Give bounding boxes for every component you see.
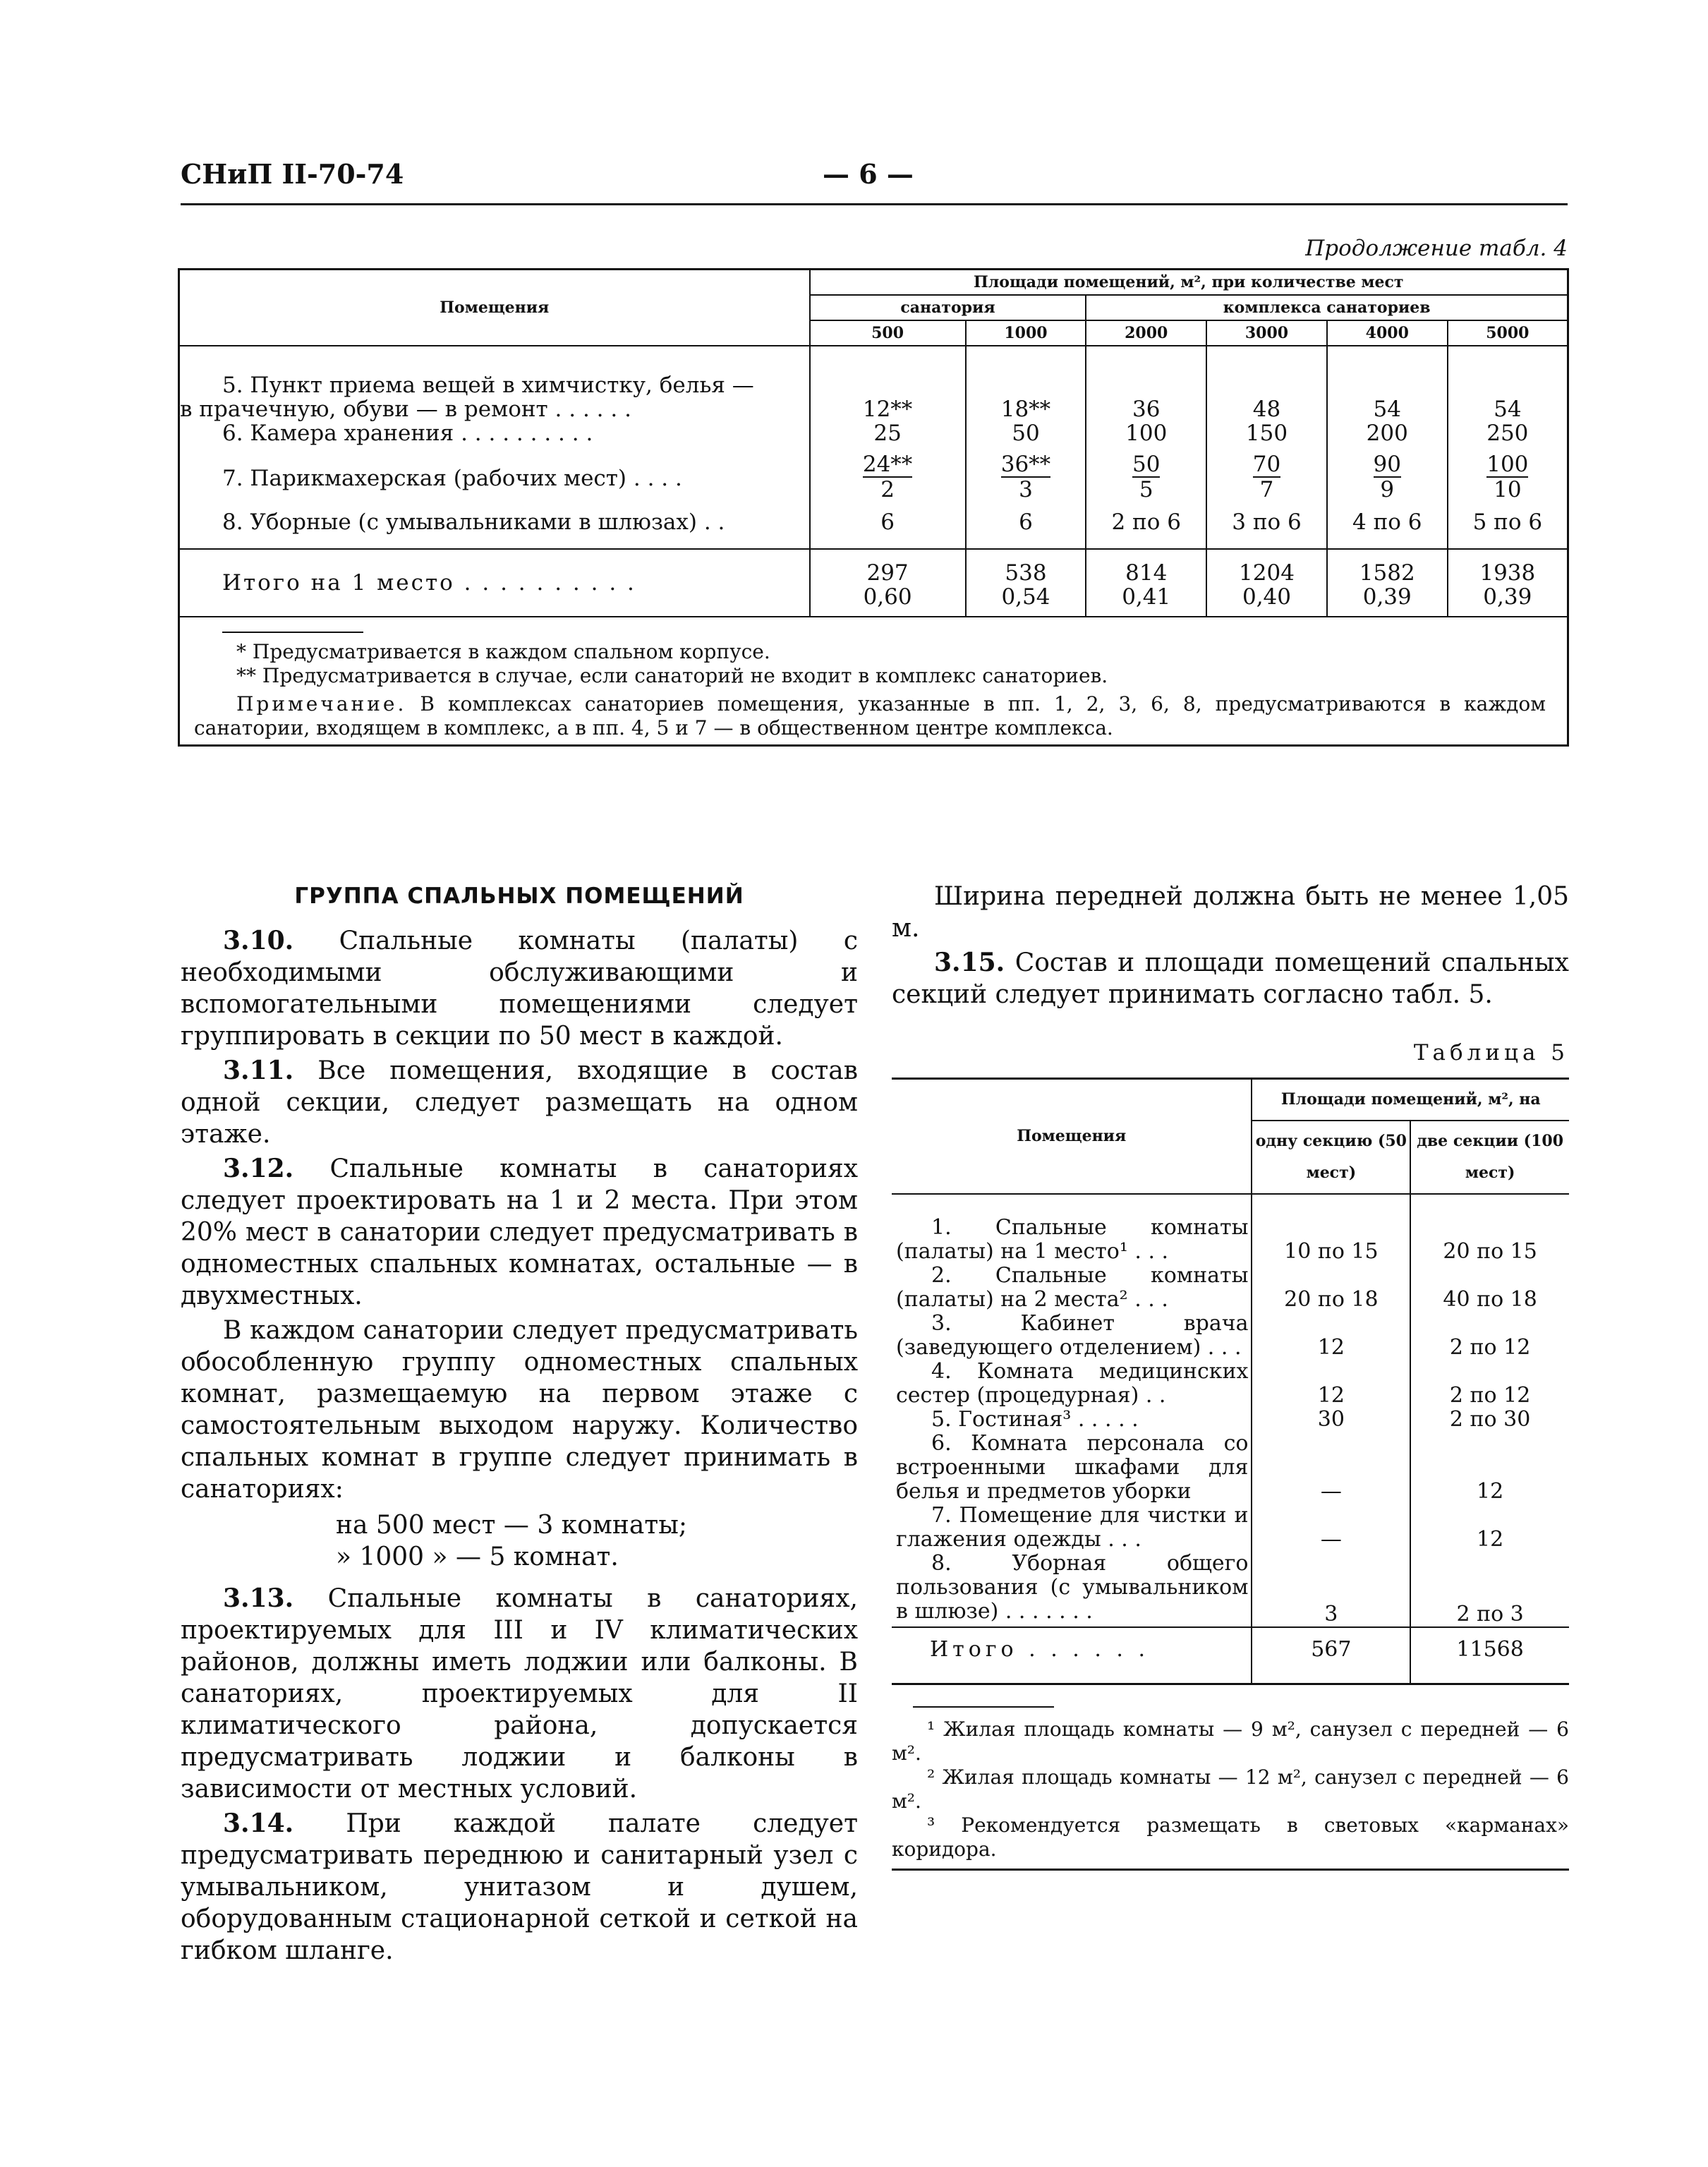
row-label: 8. Уборная общего пользования (с умывальником в шлюзе) . . . . . . . [896, 1551, 1249, 1624]
paragraph: Ширина передней должна быть не менее 1,05 м. [892, 882, 1569, 943]
total-label: Итого . . . . . . [892, 1627, 1252, 1684]
table-row [892, 1432, 1569, 1504]
cell: 20 по 15 [1410, 1194, 1569, 1264]
header-area: Площади помещений, м², при количестве мест [810, 270, 1568, 296]
paragraph-3-10: 3.10. Спальные комнаты (палаты) с необходимыми обслуживающими и вспомогательными помещениями следует группировать в секции по 50 мест в каждой. [181, 926, 858, 1051]
cell: 20 по 18 [1252, 1264, 1410, 1312]
cell: 6 [810, 502, 966, 549]
cell: 11568 [1410, 1627, 1569, 1684]
row-label: 4. Комната медицинских сестер (процедурная) . . [896, 1359, 1249, 1408]
fraction: $\frac{24**}{2}$ [862, 452, 913, 502]
cell: 12 [1410, 1432, 1569, 1504]
paragraph-3-12: 3.12. Спальные комнаты в санаториях следует проектировать на 1 и 2 места. При этом 20% мест в санатории следует предусматривать в одноместных спальных комнатах, остальные — в двухместных. [181, 1154, 858, 1310]
cell: 6 [966, 502, 1086, 549]
fraction: $\frac{90}{9}$ [1373, 452, 1401, 502]
running-head [181, 158, 1568, 205]
table-row [179, 445, 1568, 502]
cell: 12 [1410, 1504, 1569, 1552]
list [181, 1509, 858, 1573]
table-row [892, 1504, 1569, 1552]
cell: 2 по 6 [1086, 502, 1206, 549]
paragraph-3-11: 3.11. Все помещения, входящие в состав одной секции, следует размещать на одном этаже. [181, 1056, 858, 1149]
cell: — [1252, 1432, 1410, 1504]
header-room: Помещения [179, 270, 810, 346]
cell: 3 [1252, 1552, 1410, 1627]
right-column [892, 881, 1569, 1871]
cell: 12 [1252, 1312, 1410, 1360]
cell: 5 по 6 [1448, 502, 1568, 549]
table-5 [892, 1078, 1569, 1685]
remark-text: В комплексах санаториев помещения, указанные в пп. 1, 2, 3, 6, 8, предусматриваются в каждом санатории, входящем в комплекс, а в пп. 4, 5 и 7 — в общественном центре комплекса. [194, 692, 1546, 740]
header-col: 2000 [1086, 320, 1206, 346]
header-area: Площади помещений, м², на [1252, 1079, 1569, 1121]
cell: 40 по 18 [1410, 1264, 1569, 1312]
header-col: 1000 [966, 320, 1086, 346]
header-one-section: одну секцию (50 мест) [1252, 1121, 1410, 1194]
cell: 50 [966, 421, 1086, 445]
cell: 150 [1206, 421, 1327, 445]
cell: 3 по 6 [1206, 502, 1327, 549]
document-code: СНиП II-70-74 [181, 158, 404, 190]
table5-caption: Таблица 5 [1413, 1040, 1569, 1066]
table-row [892, 1264, 1569, 1312]
cell: 10 по 15 [1252, 1194, 1410, 1264]
cell: 12** [810, 346, 966, 421]
cell: 250 [1448, 421, 1568, 445]
footnote: ³ Рекомендуется размещать в световых «карманах» коридора. [892, 1813, 1569, 1861]
cell: 18** [966, 346, 1086, 421]
fraction: $\frac{70}{7}$ [1252, 452, 1281, 502]
paragraph: В каждом санатории следует предусматривать обособленную группу одноместных спальных комнат, размещаемую на первом этаже с самостоятельным выходом наружу. Количество спальных комнат в группе следует принимать в санаториях: [181, 1316, 858, 1504]
table-row [892, 1552, 1569, 1627]
header-col: 4000 [1327, 320, 1448, 346]
row-label: 7. Помещение для чистки и глажения одежды . . . [896, 1503, 1249, 1552]
cell: 4 по 6 [1327, 502, 1448, 549]
row-label: 3. Кабинет врача (заведующего отделением) . . . [896, 1311, 1249, 1360]
row-label: 1. Спальные комнаты (палаты) на 1 место¹ . . . [896, 1215, 1249, 1264]
header-sanatorium: санатория [810, 295, 1086, 320]
row-label: 8. Уборные (с умывальниками в шлюзах) . . [222, 509, 725, 535]
table-row [892, 1194, 1569, 1264]
header-room: Помещения [892, 1079, 1252, 1195]
row-label: 5. Пункт приема вещей в химчистку, белья — [222, 373, 754, 398]
remark-heading: Примечание. [236, 692, 407, 716]
paragraph-3-15: 3.15. Состав и площади помещений спальных секций следует принимать согласно табл. 5. [892, 948, 1569, 1009]
cell: 54 [1327, 346, 1448, 421]
table4-caption: Продолжение табл. 4 [1305, 236, 1568, 261]
header-col: 500 [810, 320, 966, 346]
footnote: ² Жилая площадь комнаты — 12 м², санузел с передней — 6 м². [892, 1765, 1569, 1813]
cell: 54 [1448, 346, 1568, 421]
list-item: на 500 мест — 3 комнаты; [336, 1511, 688, 1540]
cell: 48 [1206, 346, 1327, 421]
row-label: 6. Комната персонала со встроенными шкафами для белья и предметов уборки [896, 1431, 1249, 1504]
row-label: 6. Камера хранения . . . . . . . . . . [222, 421, 593, 446]
table-row [179, 502, 1568, 549]
list-item: » 1000 » — 5 комнат. [336, 1543, 619, 1571]
row-label: 7. Парикмахерская (рабочих мест) . . . . [222, 466, 682, 491]
cell: — [1252, 1504, 1410, 1552]
fraction: $\frac{100}{10}$ [1486, 452, 1529, 502]
table-row [179, 421, 1568, 445]
table4-notes [179, 617, 1568, 746]
header-complex: комплекса санаториев [1086, 295, 1568, 320]
left-column [181, 881, 858, 1969]
cell: 2 по 30 [1410, 1408, 1569, 1432]
table5-notes [892, 1706, 1569, 1871]
fraction: $\frac{36**}{3}$ [1000, 452, 1051, 502]
section-title: ГРУППА СПАЛЬНЫХ ПОМЕЩЕНИЙ [294, 883, 744, 909]
cell: 200 [1327, 421, 1448, 445]
row-label: в прачечную, обуви — в ремонт . . . . . . [180, 397, 631, 422]
cell: 100 [1086, 421, 1206, 445]
table-row [179, 346, 1568, 421]
paragraph-3-13: 3.13. Спальные комнаты в санаториях, проектируемых для III и IV климатических районов, должны иметь лоджии или балконы. В санаториях, проектируемых для II климатического района, допускается предусматривать лоджии и балконы в зависимости от местных условий. [181, 1583, 858, 1804]
table-4 [178, 268, 1569, 747]
cell: 567 [1252, 1627, 1410, 1684]
paragraph-3-14: 3.14. При каждой палате следует предусматривать переднюю и санитарный узел с умывальником, унитазом и душем, оборудованным стационарной сеткой и сеткой на гибком шланге. [181, 1809, 859, 1965]
table-row [892, 1360, 1569, 1408]
table-row [892, 1312, 1569, 1360]
table-row [892, 1408, 1569, 1432]
footnote: ¹ Жилая площадь комнаты — 9 м², санузел с передней — 6 м². [892, 1718, 1569, 1765]
row-label: 5. Гостиная³ . . . . . [931, 1407, 1139, 1432]
row-label: 2. Спальные комнаты (палаты) на 2 места² . . . [896, 1263, 1249, 1312]
page-number: — 6 — [823, 158, 914, 190]
cell: 36 [1086, 346, 1206, 421]
header-col: 3000 [1206, 320, 1327, 346]
total-row [892, 1627, 1569, 1684]
header-two-sections: две секции (100 мест) [1410, 1121, 1569, 1194]
cell: 2 по 3 [1410, 1552, 1569, 1627]
cell: 2 по 12 [1410, 1360, 1569, 1408]
total-label: Итого на 1 место . . . . . . . . . . [179, 549, 810, 617]
total-row: Итого на 1 место . . . . . . . . . . 297 0,60 538 0,54 814 0,41 1204 0,40 1582 0,39 1938 0,39 [179, 549, 1568, 617]
cell: 25 [810, 421, 966, 445]
footnote: ** Предусматривается в случае, если санаторий не входит в комплекс санаториев. [236, 664, 1108, 687]
fraction: $\frac{50}{5}$ [1132, 452, 1161, 502]
footnote: * Предусматривается в каждом спальном корпусе. [236, 640, 770, 663]
cell: 2 по 12 [1410, 1312, 1569, 1360]
header-col: 5000 [1448, 320, 1568, 346]
cell: 12 [1252, 1360, 1410, 1408]
cell: 30 [1252, 1408, 1410, 1432]
